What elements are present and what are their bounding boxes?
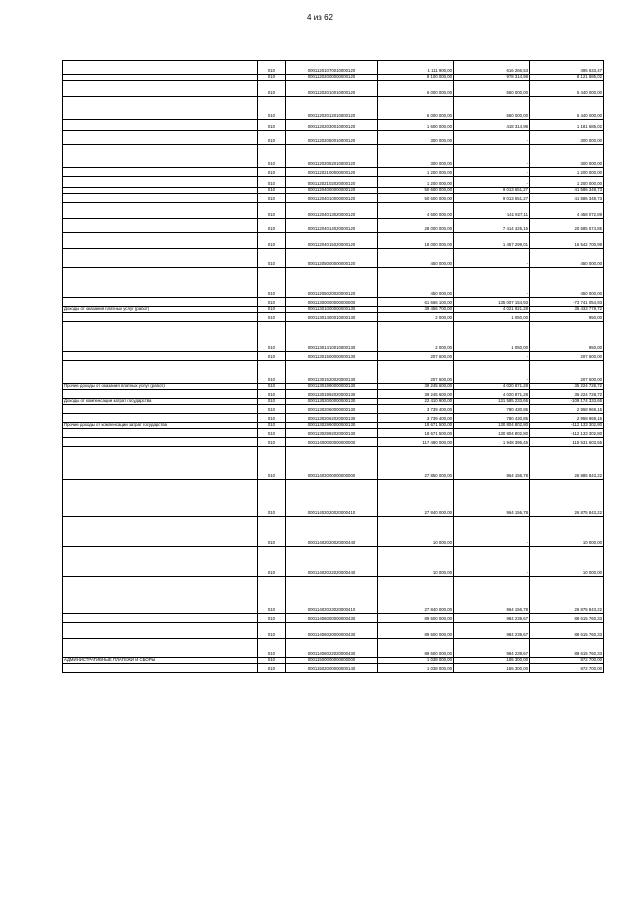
unexecuted-amount-cell: 1 200 000,00 xyxy=(530,177,604,188)
line-code-cell: 010 xyxy=(258,75,286,81)
table-body xyxy=(63,61,604,673)
line-code-cell: 010 xyxy=(258,81,286,97)
approved-amount-cell: 39 456 700,00 xyxy=(378,307,454,313)
executed-amount-cell: 560 000,00 xyxy=(454,81,530,97)
line-code-cell: 010 xyxy=(258,405,286,414)
income-name-cell xyxy=(63,145,258,168)
unexecuted-amount-cell: 41 586 348,73 xyxy=(530,188,604,194)
approved-amount-cell: 10 000,00 xyxy=(378,517,454,547)
table-row xyxy=(63,361,604,384)
line-code-cell: 010 xyxy=(258,399,286,405)
income-name-cell xyxy=(63,97,258,120)
approved-amount-cell: 50 600 000,00 xyxy=(378,188,454,194)
executed-amount-cell: 4 021 921,28 xyxy=(454,307,530,313)
unexecuted-amount-cell: 88 615 760,33 xyxy=(530,623,604,639)
income-name-cell xyxy=(63,268,258,298)
income-name-cell xyxy=(63,219,258,233)
budget-classification-code-cell: 00011202010010000120 xyxy=(286,81,378,97)
budget-classification-code-cell: 00011202100000000120 xyxy=(286,168,378,177)
unexecuted-amount-cell: 10 000,00 xyxy=(530,517,604,547)
budget-classification-code-cell: 00011204014020000120 xyxy=(286,219,378,233)
approved-amount-cell: 50 600 000,00 xyxy=(378,194,454,203)
executed-amount-cell: 560 000,00 xyxy=(454,97,530,120)
executed-amount-cell: 135 007 154,93 xyxy=(454,298,530,307)
approved-amount-cell: 18 671 500,00 xyxy=(378,423,454,429)
income-name-cell xyxy=(63,361,258,384)
executed-amount-cell: 780 430,85 xyxy=(454,405,530,414)
unexecuted-amount-cell: 5 440 000,00 xyxy=(530,81,604,97)
executed-amount-cell: 964 156,78 xyxy=(454,480,530,517)
executed-amount-cell: 978 314,98 xyxy=(454,75,530,81)
line-code-cell: 010 xyxy=(258,429,286,438)
income-name-cell: Доходы от компенсации затрат государства xyxy=(63,399,258,405)
executed-amount-cell: - xyxy=(454,352,530,361)
budget-classification-code-cell: 00011202030010000120 xyxy=(286,120,378,131)
executed-amount-cell: 1 948 396,45 xyxy=(454,438,530,447)
unexecuted-amount-cell: 2 958 969,15 xyxy=(530,405,604,414)
income-name-cell xyxy=(63,639,258,658)
income-name-cell xyxy=(63,614,258,623)
executed-amount-cell: - xyxy=(454,168,530,177)
approved-amount-cell: 1 111 900,00 xyxy=(378,61,454,75)
executed-amount-cell: 964 156,78 xyxy=(454,447,530,480)
unexecuted-amount-cell: 4 458 072,89 xyxy=(530,203,604,219)
executed-amount-cell: 984 239,67 xyxy=(454,623,530,639)
unexecuted-amount-cell: 26 875 843,22 xyxy=(530,480,604,517)
executed-amount-cell: 131 585 233,65 xyxy=(454,399,530,405)
table-row xyxy=(63,577,604,614)
table-row xyxy=(63,168,604,177)
income-name-cell xyxy=(63,194,258,203)
line-code-cell: 010 xyxy=(258,233,286,249)
line-code-cell: 010 xyxy=(258,547,286,577)
line-code-cell: 010 xyxy=(258,361,286,384)
unexecuted-amount-cell: 2 958 969,15 xyxy=(530,414,604,423)
budget-classification-code-cell: 00011205020020000120 xyxy=(286,268,378,298)
approved-amount-cell: 39 245 600,00 xyxy=(378,390,454,399)
approved-amount-cell: 39 245 600,00 xyxy=(378,384,454,390)
income-name-cell xyxy=(63,203,258,219)
table-row xyxy=(63,547,604,577)
approved-amount-cell: 1 200 000,00 xyxy=(378,177,454,188)
executed-amount-cell: - xyxy=(454,547,530,577)
budget-classification-code-cell: 00011301400010000130 xyxy=(286,313,378,322)
unexecuted-amount-cell: 8 121 685,02 xyxy=(530,75,604,81)
approved-amount-cell: 89 600 000,00 xyxy=(378,614,454,623)
approved-amount-cell: 450 000,00 xyxy=(378,268,454,298)
table-row xyxy=(63,664,604,673)
table-row xyxy=(63,623,604,639)
budget-classification-code-cell: 00011402022020000440 xyxy=(286,547,378,577)
line-code-cell: 010 xyxy=(258,517,286,547)
budget-execution-table xyxy=(62,60,604,673)
budget-classification-code-cell: 00011301992020000130 xyxy=(286,390,378,399)
budget-classification-code-cell: 00011302000000000130 xyxy=(286,399,378,405)
line-code-cell: 010 xyxy=(258,322,286,352)
table-row xyxy=(63,639,604,658)
budget-classification-code-cell: 00011500000000000000 xyxy=(286,658,378,664)
unexecuted-amount-cell: 1 200 000,00 xyxy=(530,168,604,177)
executed-amount-cell: 780 430,85 xyxy=(454,414,530,423)
line-code-cell: 010 xyxy=(258,120,286,131)
approved-amount-cell: 1 600 000,00 xyxy=(378,120,454,131)
executed-amount-cell: 418 314,98 xyxy=(454,120,530,131)
unexecuted-amount-cell: 16 542 700,99 xyxy=(530,233,604,249)
approved-amount-cell: 18 000 000,00 xyxy=(378,233,454,249)
budget-classification-code-cell: 00011402023020000410 xyxy=(286,577,378,614)
approved-amount-cell: 89 600 000,00 xyxy=(378,623,454,639)
approved-amount-cell: 4 600 000,00 xyxy=(378,203,454,219)
income-name-cell xyxy=(63,390,258,399)
budget-classification-code-cell: 00011301990000000130 xyxy=(286,384,378,390)
unexecuted-amount-cell: 872 700,00 xyxy=(530,664,604,673)
income-name-cell: Прочие доходы от компенсации затрат государства xyxy=(63,423,258,429)
executed-amount-cell: 984 239,67 xyxy=(454,614,530,623)
approved-amount-cell: 207 600,00 xyxy=(378,361,454,384)
budget-classification-code-cell: 00011400000000000000 xyxy=(286,438,378,447)
income-name-cell: Доходы от оказания платных услуг (работ) xyxy=(63,307,258,313)
table-row xyxy=(63,390,604,399)
executed-amount-cell: 964 156,78 xyxy=(454,577,530,614)
executed-amount-cell: - xyxy=(454,268,530,298)
budget-classification-code-cell: 00011301410010000130 xyxy=(286,322,378,352)
executed-amount-cell: 165 300,00 xyxy=(454,658,530,664)
approved-amount-cell: 28 000 000,00 xyxy=(378,219,454,233)
unexecuted-amount-cell: 450 000,00 xyxy=(530,268,604,298)
table-row xyxy=(63,517,604,547)
table-row xyxy=(63,414,604,423)
approved-amount-cell: 18 671 500,00 xyxy=(378,429,454,438)
unexecuted-amount-cell: 35 433 778,72 xyxy=(530,307,604,313)
budget-classification-code-cell: 00011406022020000430 xyxy=(286,639,378,658)
line-code-cell: 010 xyxy=(258,298,286,307)
table-row xyxy=(63,194,604,203)
approved-amount-cell: 27 840 000,00 xyxy=(378,480,454,517)
approved-amount-cell: 300 000,00 xyxy=(378,131,454,145)
executed-amount-cell: - xyxy=(454,517,530,547)
table-row xyxy=(63,423,604,429)
line-code-cell: 010 xyxy=(258,177,286,188)
budget-classification-code-cell: 00011302060000000130 xyxy=(286,405,378,414)
line-code-cell: 010 xyxy=(258,447,286,480)
line-code-cell: 010 xyxy=(258,313,286,322)
unexecuted-amount-cell: 88 615 760,33 xyxy=(530,639,604,658)
line-code-cell: 010 xyxy=(258,423,286,429)
line-code-cell: 010 xyxy=(258,639,286,658)
income-name-cell xyxy=(63,233,258,249)
executed-amount-cell: 1 050,00 xyxy=(454,313,530,322)
budget-classification-code-cell: 00011402020020000410 xyxy=(286,480,378,517)
budget-classification-code-cell: 00011202050010000120 xyxy=(286,131,378,145)
executed-amount-cell: - xyxy=(454,249,530,268)
line-code-cell: 010 xyxy=(258,249,286,268)
table-row xyxy=(63,81,604,97)
unexecuted-amount-cell: 20 585 574,85 xyxy=(530,219,604,233)
table-row xyxy=(63,614,604,623)
budget-classification-code-cell: 00011202052010000120 xyxy=(286,145,378,168)
table-row xyxy=(63,298,604,307)
executed-amount-cell: - xyxy=(454,131,530,145)
unexecuted-amount-cell: 115 531 603,55 xyxy=(530,438,604,447)
budget-classification-code-cell: 00011204010000000120 xyxy=(286,194,378,203)
table-row xyxy=(63,177,604,188)
table-row xyxy=(63,120,604,131)
table-row xyxy=(63,268,604,298)
approved-amount-cell: 450 000,00 xyxy=(378,249,454,268)
unexecuted-amount-cell: 300 000,00 xyxy=(530,131,604,145)
executed-amount-cell: 130 804 802,80 xyxy=(454,423,530,429)
budget-classification-code-cell: 00011202012010000120 xyxy=(286,97,378,120)
unexecuted-amount-cell: 26 885 843,22 xyxy=(530,447,604,480)
line-code-cell: 010 xyxy=(258,614,286,623)
line-code-cell: 010 xyxy=(258,188,286,194)
executed-amount-cell: 1 050,00 xyxy=(454,322,530,352)
table-row xyxy=(63,97,604,120)
table-row xyxy=(63,384,604,390)
budget-classification-code-cell: 00011205000000000120 xyxy=(286,249,378,268)
income-name-cell xyxy=(63,547,258,577)
unexecuted-amount-cell: -112 133 302,80 xyxy=(530,429,604,438)
line-code-cell: 010 xyxy=(258,131,286,145)
executed-amount-cell: 4 020 871,28 xyxy=(454,390,530,399)
income-name-cell: Прочие доходы от оказания платных услуг (работ) xyxy=(63,384,258,390)
line-code-cell: 010 xyxy=(258,384,286,390)
line-code-cell: 010 xyxy=(258,390,286,399)
income-name-cell xyxy=(63,131,258,145)
budget-classification-code-cell: 00011406020000000430 xyxy=(286,623,378,639)
executed-amount-cell: 9 013 651,27 xyxy=(454,188,530,194)
unexecuted-amount-cell: 950,00 xyxy=(530,313,604,322)
unexecuted-amount-cell: 1 181 685,02 xyxy=(530,120,604,131)
line-code-cell: 010 xyxy=(258,352,286,361)
approved-amount-cell: 300 000,00 xyxy=(378,145,454,168)
unexecuted-amount-cell: 35 224 728,72 xyxy=(530,384,604,390)
budget-classification-code-cell: 00011204015020000120 xyxy=(286,233,378,249)
approved-amount-cell: 1 200 000,00 xyxy=(378,168,454,177)
table-row xyxy=(63,313,604,322)
income-name-cell xyxy=(63,480,258,517)
table-row xyxy=(63,480,604,517)
unexecuted-amount-cell: 26 875 843,22 xyxy=(530,577,604,614)
approved-amount-cell: 1 038 000,00 xyxy=(378,664,454,673)
approved-amount-cell: 6 000 000,00 xyxy=(378,81,454,97)
income-name-cell xyxy=(63,249,258,268)
approved-amount-cell: 61 666 100,00 xyxy=(378,298,454,307)
table-row xyxy=(63,399,604,405)
budget-classification-code-cell: 00011502000000000140 xyxy=(286,664,378,673)
table-row xyxy=(63,249,604,268)
table-row xyxy=(63,352,604,361)
approved-amount-cell: 6 000 000,00 xyxy=(378,97,454,120)
income-name-cell xyxy=(63,168,258,177)
income-name-cell xyxy=(63,81,258,97)
income-name-cell xyxy=(63,517,258,547)
approved-amount-cell: 117 480 000,00 xyxy=(378,438,454,447)
table-row xyxy=(63,131,604,145)
budget-classification-code-cell: 00011204013020000120 xyxy=(286,203,378,219)
unexecuted-amount-cell: 41 586 348,73 xyxy=(530,194,604,203)
line-code-cell: 010 xyxy=(258,194,286,203)
approved-amount-cell: 3 739 400,00 xyxy=(378,405,454,414)
executed-amount-cell: 9 013 651,27 xyxy=(454,194,530,203)
budget-classification-code-cell: 00011201070010000120 xyxy=(286,61,378,75)
executed-amount-cell: 141 927,11 xyxy=(454,203,530,219)
income-name-cell xyxy=(63,313,258,322)
table-row xyxy=(63,447,604,480)
approved-amount-cell: 22 410 900,00 xyxy=(378,399,454,405)
executed-amount-cell: 1 457 299,01 xyxy=(454,233,530,249)
line-code-cell: 010 xyxy=(258,414,286,423)
line-code-cell: 010 xyxy=(258,61,286,75)
budget-classification-code-cell: 00011402020020000440 xyxy=(286,517,378,547)
budget-classification-code-cell: 00011302992020000130 xyxy=(286,429,378,438)
approved-amount-cell: 9 100 000,00 xyxy=(378,75,454,81)
unexecuted-amount-cell: 950,00 xyxy=(530,322,604,352)
income-name-cell xyxy=(63,664,258,673)
unexecuted-amount-cell: -73 741 054,93 xyxy=(530,298,604,307)
line-code-cell: 010 xyxy=(258,168,286,177)
table-row xyxy=(63,145,604,168)
unexecuted-amount-cell: 872 700,00 xyxy=(530,658,604,664)
executed-amount-cell: - xyxy=(454,177,530,188)
unexecuted-amount-cell: 300 000,00 xyxy=(530,145,604,168)
table-row xyxy=(63,322,604,352)
approved-amount-cell: 1 038 000,00 xyxy=(378,658,454,664)
budget-classification-code-cell: 00011202000000000120 xyxy=(286,75,378,81)
table-row xyxy=(63,61,604,75)
unexecuted-amount-cell: -112 133 302,80 xyxy=(530,423,604,429)
line-code-cell: 010 xyxy=(258,219,286,233)
line-code-cell: 010 xyxy=(258,623,286,639)
income-name-cell xyxy=(63,438,258,447)
table-row xyxy=(63,438,604,447)
approved-amount-cell: 27 850 000,00 xyxy=(378,447,454,480)
unexecuted-amount-cell: -109 174 333,65 xyxy=(530,399,604,405)
line-code-cell: 010 xyxy=(258,658,286,664)
approved-amount-cell: 207 600,00 xyxy=(378,352,454,361)
budget-classification-code-cell: 00011302062020000130 xyxy=(286,414,378,423)
line-code-cell: 010 xyxy=(258,268,286,298)
budget-classification-code-cell: 00011301000000000130 xyxy=(286,307,378,313)
budget-classification-code-cell: 00011300000000000000 xyxy=(286,298,378,307)
approved-amount-cell: 2 000,00 xyxy=(378,322,454,352)
executed-amount-cell: 165 300,00 xyxy=(454,664,530,673)
line-code-cell: 010 xyxy=(258,664,286,673)
table-row xyxy=(63,233,604,249)
unexecuted-amount-cell: 495 633,47 xyxy=(530,61,604,75)
income-name-cell xyxy=(63,623,258,639)
income-name-cell xyxy=(63,177,258,188)
executed-amount-cell: 130 804 802,80 xyxy=(454,429,530,438)
income-name-cell: АДМИНИСТРАТИВНЫЕ ПЛАТЕЖИ И СБОРЫ xyxy=(63,658,258,664)
unexecuted-amount-cell: 207 600,00 xyxy=(530,361,604,384)
approved-amount-cell: 89 600 000,00 xyxy=(378,639,454,658)
income-name-cell xyxy=(63,577,258,614)
line-code-cell: 010 xyxy=(258,577,286,614)
line-code-cell: 010 xyxy=(258,97,286,120)
budget-classification-code-cell: 00011402000000000000 xyxy=(286,447,378,480)
approved-amount-cell: 2 000,00 xyxy=(378,313,454,322)
table-row xyxy=(63,219,604,233)
unexecuted-amount-cell: 88 615 760,33 xyxy=(530,614,604,623)
unexecuted-amount-cell: 450 000,00 xyxy=(530,249,604,268)
unexecuted-amount-cell: 5 440 000,00 xyxy=(530,97,604,120)
income-name-cell xyxy=(63,405,258,414)
approved-amount-cell: 10 000,00 xyxy=(378,547,454,577)
unexecuted-amount-cell: 207 600,00 xyxy=(530,352,604,361)
line-code-cell: 010 xyxy=(258,145,286,168)
executed-amount-cell: 616 266,53 xyxy=(454,61,530,75)
budget-classification-code-cell: 00011406000000000430 xyxy=(286,614,378,623)
executed-amount-cell: 7 414 425,15 xyxy=(454,219,530,233)
unexecuted-amount-cell: 10 000,00 xyxy=(530,547,604,577)
income-name-cell xyxy=(63,447,258,480)
income-name-cell xyxy=(63,429,258,438)
unexecuted-amount-cell: 35 224 728,72 xyxy=(530,390,604,399)
line-code-cell: 010 xyxy=(258,438,286,447)
line-code-cell: 010 xyxy=(258,307,286,313)
table-row xyxy=(63,307,604,313)
budget-classification-code-cell: 00011301500000000130 xyxy=(286,352,378,361)
budget-classification-code-cell: 00011204000000000120 xyxy=(286,188,378,194)
table-row xyxy=(63,405,604,414)
budget-classification-code-cell: 00011302990000000130 xyxy=(286,423,378,429)
budget-classification-code-cell: 00011202102020000120 xyxy=(286,177,378,188)
executed-amount-cell: 984 239,67 xyxy=(454,639,530,658)
income-name-cell xyxy=(63,322,258,352)
income-name-cell xyxy=(63,120,258,131)
page-number: 4 из 62 xyxy=(307,13,333,22)
budget-classification-code-cell: 00011301520020000130 xyxy=(286,361,378,384)
line-code-cell: 010 xyxy=(258,480,286,517)
executed-amount-cell: 4 020 871,28 xyxy=(454,384,530,390)
income-name-cell xyxy=(63,298,258,307)
line-code-cell: 010 xyxy=(258,203,286,219)
approved-amount-cell: 3 739 400,00 xyxy=(378,414,454,423)
executed-amount-cell: - xyxy=(454,361,530,384)
table-row xyxy=(63,429,604,438)
approved-amount-cell: 27 840 000,00 xyxy=(378,577,454,614)
income-name-cell xyxy=(63,61,258,75)
table-row xyxy=(63,203,604,219)
income-name-cell xyxy=(63,414,258,423)
income-name-cell xyxy=(63,352,258,361)
table-row xyxy=(63,658,604,664)
executed-amount-cell: - xyxy=(454,145,530,168)
